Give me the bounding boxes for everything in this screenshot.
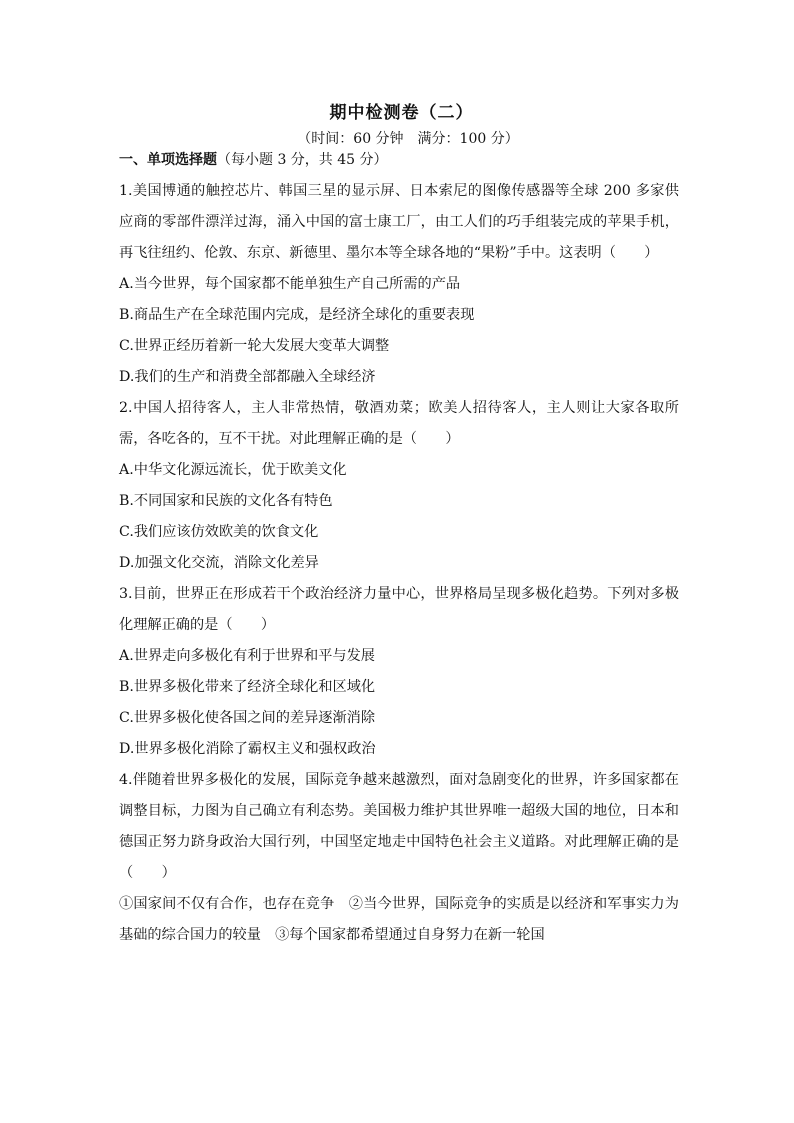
exam-subtitle: （时间：60 分钟 满分：100 分）: [297, 131, 519, 147]
exam-title: 期中检测卷（二）: [329, 103, 474, 123]
question-stem: 3.目前，世界正在形成若干个政治经济力量中心，世界格局呈现多极化趋势。下列对多极化理解正确的是（ ）: [119, 586, 679, 633]
option-b: B.世界多极化带来了经济全球化和区域化: [119, 679, 376, 695]
section-note: （每小题 3 分，共 45 分）: [217, 152, 388, 168]
option-a: A.中华文化源远流长，优于欧美文化: [119, 462, 347, 478]
option-d: D.我们的生产和消费全部都融入全球经济: [119, 369, 376, 385]
option-c: C.世界多极化使各国之间的差异逐渐消除: [119, 710, 376, 726]
section-header: [119, 150, 679, 172]
option-d: D.世界多极化消除了霸权主义和强权政治: [119, 741, 376, 757]
exam-page: [119, 100, 679, 951]
option-b: B.商品生产在全球范围内完成，是经济全球化的重要表现: [119, 307, 475, 323]
question-stem: 4.伴随着世界多极化的发展，国际竞争越来越激烈，面对急剧变化的世界，许多国家都在调整目标，力图为自己确立有利态势。美国极力维护其世界唯一超级大国的地位，日本和德国正努力跻身政治大国行列，中国坚定地走中国特色社会主义道路。对此理解正确的是（ ）: [119, 772, 679, 881]
section-title: 一、单项选择题: [119, 152, 217, 168]
question-4: [119, 765, 679, 951]
option-c: C.世界正经历着新一轮大发展大变革大调整: [119, 338, 390, 354]
question-2: [119, 393, 679, 579]
option-c: C.我们应该仿效欧美的饮食文化: [119, 524, 319, 540]
option-b: B.不同国家和民族的文化各有特色: [119, 493, 333, 509]
option-a: A.世界走向多极化有利于世界和平与发展: [119, 648, 375, 664]
question-statements: ①国家间不仅有合作，也存在竞争 ②当今世界，国际竞争的实质是以经济和军事实力为基础的综合国力的较量 ③每个国家都希望通过自身努力在新一轮国: [119, 896, 679, 943]
option-d: D.加强文化交流，消除文化差异: [119, 555, 319, 571]
question-1: [119, 176, 679, 393]
question-stem: 2.中国人招待客人，主人非常热情，敬酒劝菜；欧美人招待客人，主人则让大家各取所需，各吃各的，互不干扰。对此理解正确的是（ ）: [119, 400, 679, 447]
option-a: A.当今世界，每个国家都不能单独生产自己所需的产品: [119, 276, 461, 292]
question-3: [119, 579, 679, 765]
question-stem: 1.美国博通的触控芯片、韩国三星的显示屏、日本索尼的图像传感器等全球 200 多家供应商的零部件漂洋过海，涌入中国的富士康工厂，由工人们的巧手组装完成的苹果手机，再飞往纽约、伦敦、东京、新德里、墨尔本等全球各地的“果粉”手中。这表明（ ）: [119, 183, 679, 261]
